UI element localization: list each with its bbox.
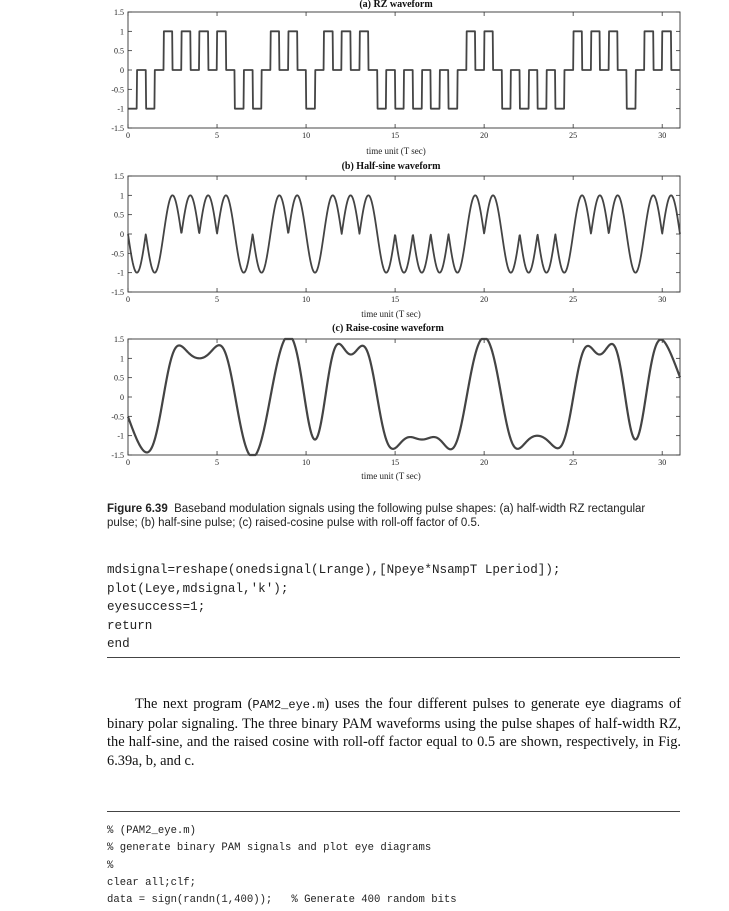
code-line: mdsignal=reshape(onedsignal(Lrange),[Npeye*NsampT Lperiod]); [107,563,561,577]
x-tick-label: 5 [215,458,220,467]
plot-axes [111,8,680,140]
code-line: end [107,637,130,652]
x-tick-label: 20 [480,295,489,304]
plot-title: (b) Half-sine waveform [341,161,441,172]
body-paragraph [107,695,681,770]
plot-a-svg [0,0,729,162]
figure-label: Figure 6.39 [107,503,168,515]
y-tick-label: -1.5 [111,451,124,460]
code-line: plot(Leye,mdsignal,'k'); [107,581,289,596]
y-tick-label: -1 [117,431,124,441]
plot-half-sine-waveform [0,159,729,321]
x-tick-label: 15 [391,295,400,304]
code-line: data = sign(randn(1,400)); % Generate 400 random bits [107,894,457,907]
y-tick-label: 0 [120,230,124,239]
y-tick-label: -0.5 [111,85,124,95]
paragraph-text-end: ) uses the four different pulses to generate eye diagrams of binary polar signaling. The three binary PAM waveforms using the pulse shapes of half-width RZ, the half-sine, and the raised cosine with roll-off factor equal to 0.5 are shown, respectively, in Fig. 6.39a, b, and c. [107,696,681,769]
x-tick-label: 5 [215,295,220,304]
code-line: eyesuccess=1; [107,600,206,615]
x-tick-label: 20 [480,131,489,140]
y-tick-label: 1.5 [114,172,124,181]
plot-c-svg [0,321,729,483]
x-tick-label: 30 [658,295,667,304]
program-name: PAM2_eye.m [252,698,325,712]
x-axis-label: time unit (T sec) [366,146,426,156]
plot-title: (a) RZ waveform [359,0,433,10]
x-tick-label: 10 [302,295,311,304]
x-tick-label: 25 [569,458,578,467]
x-tick-label: 30 [658,131,667,140]
y-tick-label: 0 [120,393,124,402]
x-axis-label: time unit (T sec) [361,309,421,319]
horizontal-rule [107,811,680,812]
y-tick-label: -1 [117,104,124,114]
y-tick-label: 1.5 [114,335,124,344]
plot-frame [128,339,680,455]
paragraph-text-start: The next program ( [135,696,253,712]
y-tick-label: -0.5 [111,249,124,259]
y-tick-label: 0 [120,66,124,75]
x-tick-label: 25 [569,295,578,304]
x-axis-label: time unit (T sec) [361,471,421,481]
y-tick-label: -1.5 [111,124,124,133]
code-line: return [107,618,153,633]
figure-caption [107,502,667,530]
x-tick-label: 20 [480,458,489,467]
plot-raised-cosine-waveform [0,321,729,483]
plot-frame [128,176,680,292]
y-tick-label: 1 [120,354,124,364]
y-tick-label: -0.5 [111,412,124,422]
code-block-2 [107,823,457,909]
waveform-line [128,195,680,272]
y-tick-label: -1 [117,268,124,278]
y-tick-label: 0.5 [114,46,124,56]
code-line: % generate binary PAM signals and plot eye diagrams [107,842,432,855]
x-tick-label: 25 [569,131,578,140]
y-tick-label: 1.5 [114,8,124,17]
code-block-1 [107,561,560,654]
plot-b-svg [0,159,729,321]
y-tick-label: 0.5 [114,373,124,383]
y-tick-label: 1 [120,191,124,201]
code-line: % [107,859,114,872]
waveform-line [128,339,680,455]
x-tick-label: 15 [391,131,400,140]
figure-caption-text: Baseband modulation signals using the following pulse shapes: (a) half-width RZ rectangular pulse; (b) half-sine pulse; (c) raised-cosine pulse with roll-off factor of 0.5. [107,503,646,529]
y-tick-label: -1.5 [111,288,124,297]
code-line: clear all;clf; [107,876,197,889]
plot-rz-waveform [0,0,729,162]
y-tick-label: 0.5 [114,210,124,220]
plot-title: (c) Raise-cosine waveform [332,323,444,334]
x-tick-label: 0 [126,131,130,140]
x-tick-label: 30 [658,458,667,467]
x-tick-label: 5 [215,131,220,140]
plot-axes [111,335,680,467]
y-tick-label: 1 [120,27,124,37]
code-line: % (PAM2_eye.m) [107,825,197,837]
horizontal-rule [107,657,680,658]
x-tick-label: 10 [302,131,311,140]
x-tick-label: 0 [126,295,130,304]
x-tick-label: 0 [126,458,130,467]
waveform-line [128,31,680,108]
x-tick-label: 10 [302,458,311,467]
x-tick-label: 15 [391,458,400,467]
plot-axes [111,172,680,304]
